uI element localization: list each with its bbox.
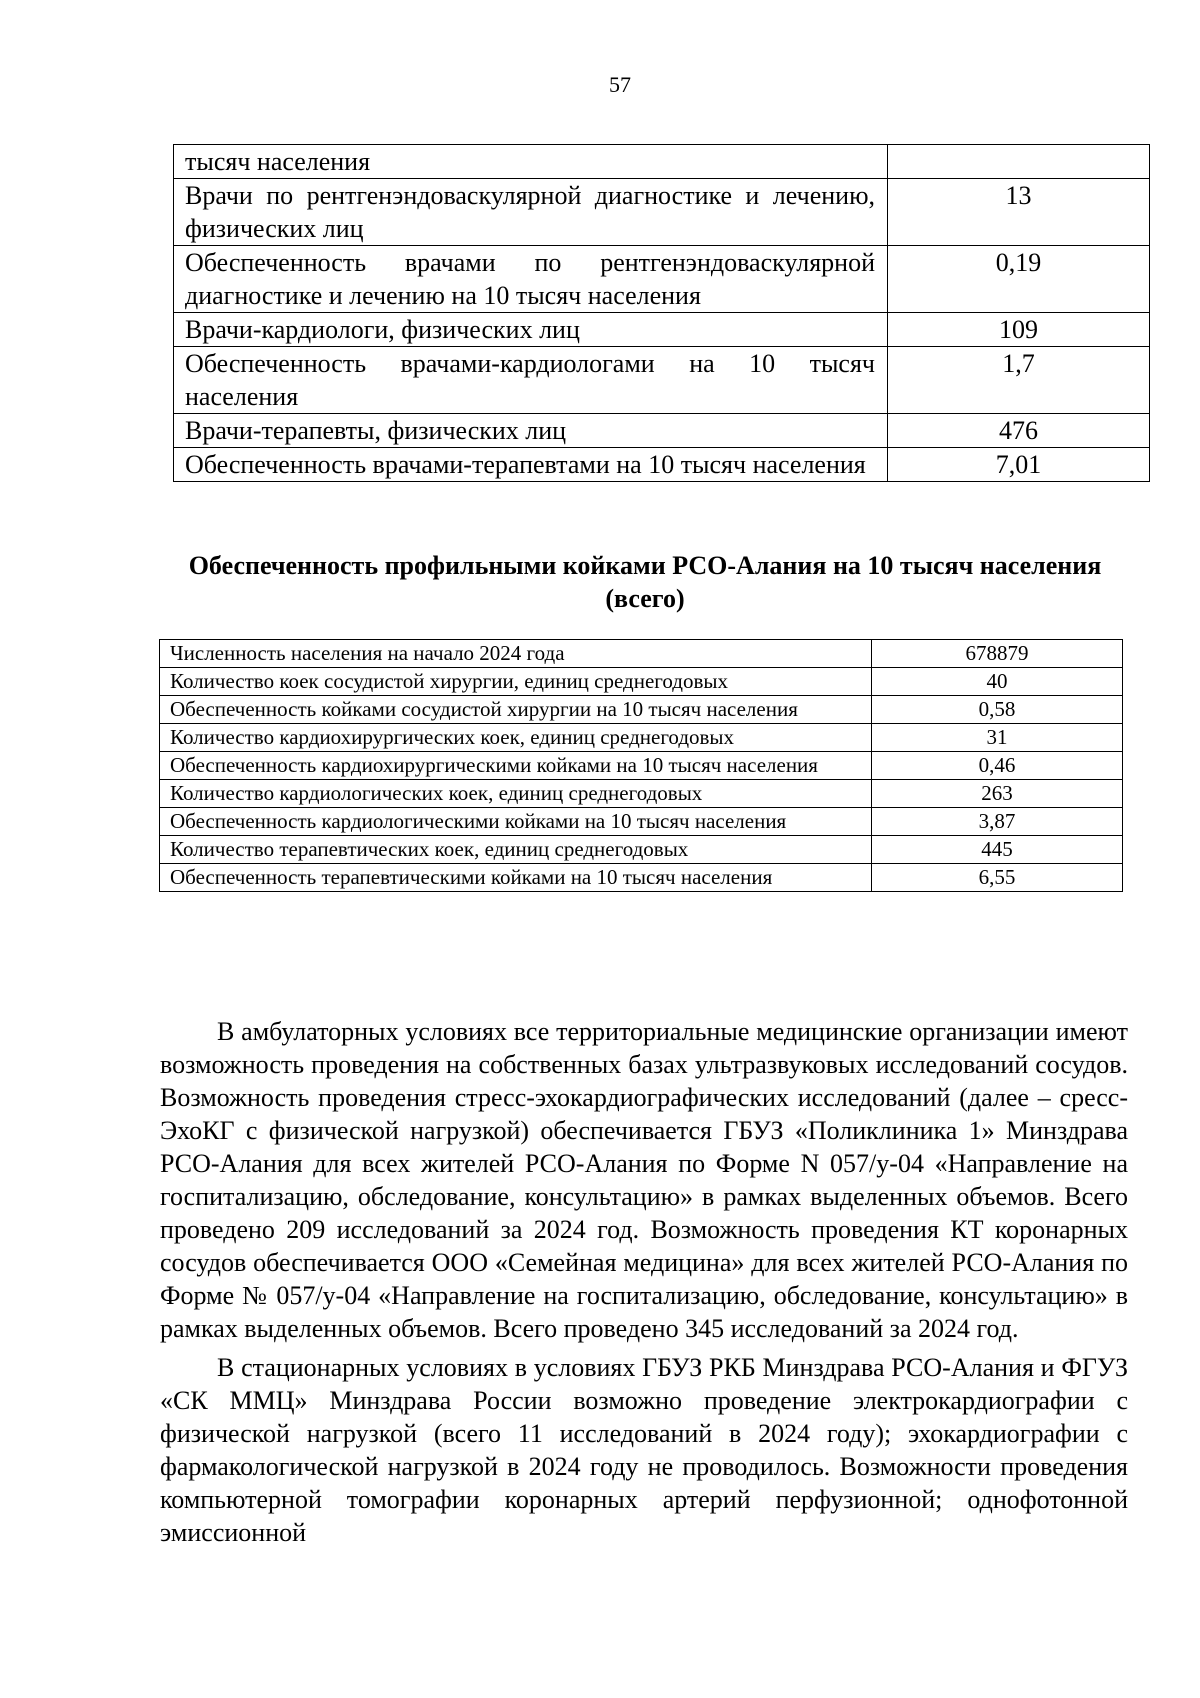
paragraph: В амбулаторных условиях все территориальные медицинские организации имеют возможность проведения на собственных базах ультразвуковых исследований сосудов. Возможность проведения стресс-эхокардиографических исследований (далее – сресс-ЭхоКГ с физической нагрузкой) обеспечивается ГБУЗ «Поликлиника 1» Минздрава РСО-Алания для всех жителей РСО-Алания по Форме N 057/у-04 «Направление на госпитализацию, обследование, консультацию» в рамках выделенных объемов. Всего проведено 209 исследований за 2024 год. Возможность проведения КТ коронарных сосудов обеспечивается ООО «Семейная медицина» для всех жителей РСО-Алания по Форме № 057/у-04 «Направление на госпитализацию, обследование, консультацию» в рамках выделенных объемов. Всего проведено 345 исследований за 2024 год. <box>160 1017 1128 1343</box>
table-row <box>160 780 1123 808</box>
table-cell-label: Обеспеченность кардиологическими койками на 10 тысяч населения <box>160 808 872 836</box>
table-row <box>174 448 1150 482</box>
table-row <box>160 752 1123 780</box>
table-cell-value: 6,55 <box>872 864 1123 892</box>
table-row <box>174 313 1150 347</box>
section-title: Обеспеченность профильными койками РСО-Алания на 10 тысяч населения (всего) <box>188 551 1102 613</box>
table-cell-label: Врачи-терапевты, физических лиц <box>174 414 888 448</box>
table-cell-value <box>888 145 1150 179</box>
table-cell-value: 31 <box>872 724 1123 752</box>
table-cell-label: Обеспеченность врачами по рентгенэндоваскулярной диагностике и лечению на 10 тысяч населения <box>174 246 888 313</box>
table-cell-value: 3,87 <box>872 808 1123 836</box>
table-cell-value: 1,7 <box>888 347 1150 414</box>
table-cell-value: 109 <box>888 313 1150 347</box>
table-cell-label: Количество терапевтических коек, единиц среднегодовых <box>160 836 872 864</box>
table-cell-value: 40 <box>872 668 1123 696</box>
table-cell-label: Обеспеченность врачами-терапевтами на 10 тысяч населения <box>174 448 888 482</box>
table-cell-value: 13 <box>888 179 1150 246</box>
table-cell-value: 7,01 <box>888 448 1150 482</box>
table-cell-value: 678879 <box>872 640 1123 668</box>
table-row <box>160 668 1123 696</box>
table-cell-label: Обеспеченность врачами-кардиологами на 10 тысяч населения <box>174 347 888 414</box>
table-cell-label: Обеспеченность кардиохирургическими койками на 10 тысяч населения <box>160 752 872 780</box>
table-row <box>174 347 1150 414</box>
table-cell-value: 445 <box>872 836 1123 864</box>
beds-table <box>159 639 1123 892</box>
table-cell-label: Численность населения на начало 2024 года <box>160 640 872 668</box>
body-text <box>160 1015 1128 1555</box>
staffing-table <box>173 144 1150 482</box>
table-row <box>174 414 1150 448</box>
table-cell-value: 0,19 <box>888 246 1150 313</box>
table-row <box>160 808 1123 836</box>
table-row <box>160 864 1123 892</box>
table-cell-label: Обеспеченность терапевтическими койками на 10 тысяч населения <box>160 864 872 892</box>
table-cell-value: 0,46 <box>872 752 1123 780</box>
table-cell-value: 476 <box>888 414 1150 448</box>
table-cell-label: Количество кардиологических коек, единиц среднегодовых <box>160 780 872 808</box>
table-row <box>160 696 1123 724</box>
table-cell-value: 0,58 <box>872 696 1123 724</box>
page-number: 57 <box>609 72 631 97</box>
table-cell-label: тысяч населения <box>174 145 888 179</box>
table-cell-label: Врачи по рентгенэндоваскулярной диагностике и лечению, физических лиц <box>174 179 888 246</box>
table-cell-label: Врачи-кардиологи, физических лиц <box>174 313 888 347</box>
paragraph: В стационарных условиях в условиях ГБУЗ РКБ Минздрава РСО-Алания и ФГУЗ «СК ММЦ» Минздрава России возможно проведение электрокардиографии с физической нагрузкой (всего 11 исследований в 2024 году); эхокардиографии с фармакологической нагрузкой в 2024 году не проводилось. Возможности проведения компьютерной томографии коронарных артерий перфузионной; однофотонной эмиссионной <box>160 1353 1128 1547</box>
table-row <box>160 836 1123 864</box>
table-row <box>160 724 1123 752</box>
table-cell-label: Количество кардиохирургических коек, единиц среднегодовых <box>160 724 872 752</box>
table-cell-value: 263 <box>872 780 1123 808</box>
table-row <box>160 640 1123 668</box>
table-row <box>174 179 1150 246</box>
table-cell-label: Обеспеченность койками сосудистой хирургии на 10 тысяч населения <box>160 696 872 724</box>
table-row <box>174 246 1150 313</box>
table-cell-label: Количество коек сосудистой хирургии, единиц среднегодовых <box>160 668 872 696</box>
table-row <box>174 145 1150 179</box>
